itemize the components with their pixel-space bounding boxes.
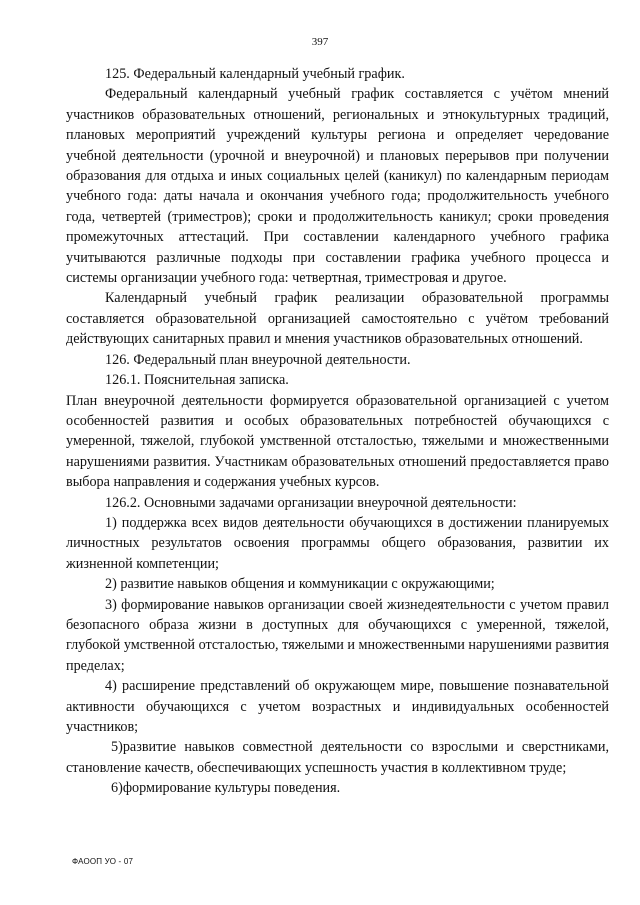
calendar-schedule-paragraph: Федеральный календарный учебный график составляется с учётом мнений участников образовательных отношений, региональных и этнокультурных традиций, плановых мероприятий учреждений культуры региона и определяет чередование учебной деятельности (урочной и внеурочной) и плановых перерывов при получении образования для отдыха и иных социальных целей (каникул) по календарным периодам учебного года: даты начала и окончания учебного года; продолжительность учебного года, четвертей (триместров); сроки и продолжительность каникул; сроки проведения промежуточных аттестаций. При составлении календарного учебного графика учитываются различные подходы при составлении графика учебного процесса и системы организации учебного года: четвертная, триместровая и другое.: [66, 86, 609, 287]
extracurricular-plan-paragraph: План внеурочной деятельности формируется образовательной организацией с учетом особенностей развития и особых образовательных потребностей обучающихся с умеренной, тяжелой, глубокой умственной отсталостью, тяжелыми и множественными нарушениями развития. Участникам образовательных отношений предоставляется право выбора направления и содержания учебных курсов.: [66, 392, 609, 491]
section-126-1-heading: 126.1. Пояснительная записка.: [105, 372, 289, 389]
task-item-5: 5)развитие навыков совместной деятельности со взрослыми и сверстниками, становление качеств, обеспечивающих успешность участия в коллективном труде;: [66, 739, 609, 776]
page-number: 397: [311, 36, 329, 48]
task-item-6: 6)формирование культуры поведения.: [111, 780, 341, 797]
section-126-heading: 126. Федеральный план внеурочной деятельности.: [105, 351, 411, 368]
task-item-4: 4) расширение представлений об окружающем мире, повышение познавательной активности обучающихся с учетом возрастных и индивидуальных особенностей участников;: [66, 678, 609, 735]
section-125-heading: 125. Федеральный календарный учебный график.: [105, 66, 405, 82]
calendar-schedule-implementation-paragraph: Календарный учебный график реализации образовательной программы составляется образовательной организацией самостоятельно с учётом требований действующих санитарных правил и мнения участников образовательных отношений.: [66, 290, 609, 348]
section-126-2-heading: 126.2. Основными задачами организации внеурочной деятельности:: [105, 494, 517, 511]
task-item-2: 2) развитие навыков общения и коммуникации с окружающими;: [105, 576, 495, 593]
page-body: [66, 64, 609, 799]
task-item-3: 3) формирование навыков организации своей жизнедеятельности с учетом правил безопасного образа жизни в доступных для обучающихся с умеренной, тяжелой, глубокой умственной отсталостью, тяжелыми и множественными нарушениями развития пределах;: [66, 596, 609, 674]
document-footer-code: ФАООП УО - 07: [72, 857, 134, 866]
task-item-1: 1) поддержка всех видов деятельности обучающихся в достижении планируемых личностных результатов освоения программы общего образования, развитии их жизненной компетенции;: [66, 514, 609, 572]
